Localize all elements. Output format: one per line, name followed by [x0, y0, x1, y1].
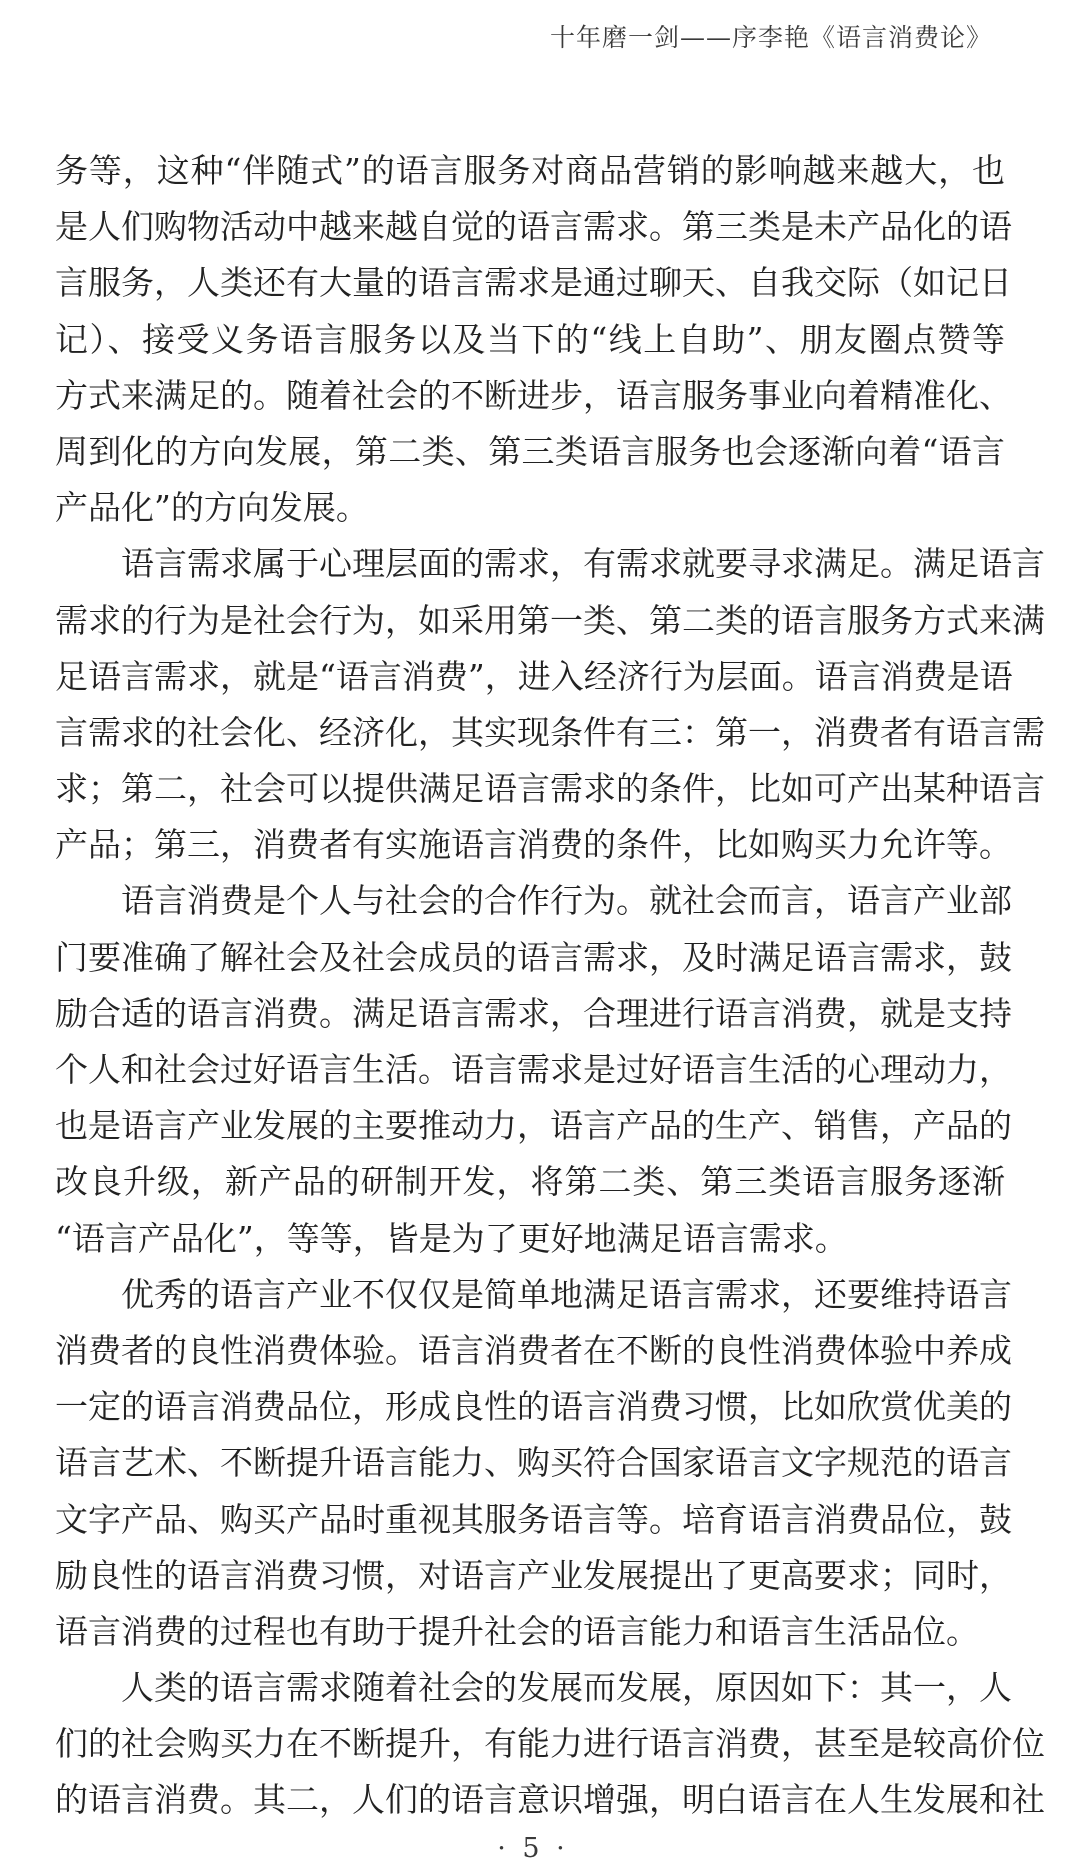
- text-line: 方式来满足的。随着社会的不断进步，语言服务事业向着精准化、: [55, 375, 1012, 415]
- text-line: 务等，这种“伴随式”的语言服务对商品营销的影响越来越大，也: [55, 151, 1005, 190]
- text-line: 的语言消费。其二，人们的语言意识增强，明白语言在人生发展和社: [55, 1780, 1045, 1820]
- text-line: 需求的行为是社会行为，如采用第一类、第二类的语言服务方式来满: [55, 600, 1045, 640]
- text-line: 言服务，人类还有大量的语言需求是通过聊天、自我交际（如记日: [55, 263, 1012, 303]
- paragraph: [55, 143, 1012, 536]
- paragraph: [55, 1660, 1045, 1829]
- text-line: 语言消费是个人与社会的合作行为。就社会而言，语言产业部: [121, 881, 1012, 921]
- text-line: 文字产品、购买产品时重视其服务语言等。培育语言消费品位，鼓: [55, 1499, 1012, 1539]
- paragraph: [55, 873, 1012, 1266]
- text-line: 也是语言产业发展的主要推动力，语言产品的生产、销售，产品的: [55, 1106, 1012, 1146]
- text-line: 产品化”的方向发展。: [55, 488, 369, 528]
- text-line: 消费者的良性消费体验。语言消费者在不断的良性消费体验中养成: [55, 1330, 1012, 1370]
- page-number: · 5 ·: [497, 1833, 569, 1864]
- text-line: 语言需求属于心理层面的需求，有需求就要寻求满足。满足语言: [121, 544, 1045, 584]
- text-line: 们的社会购买力在不断提升，有能力进行语言消费，甚至是较高价位: [55, 1724, 1045, 1764]
- text-line: 励合适的语言消费。满足语言需求，合理进行语言消费，就是支持: [55, 993, 1012, 1033]
- text-line: 一定的语言消费品位，形成良性的语言消费习惯，比如欣赏优美的: [55, 1387, 1012, 1427]
- text-line: 改良升级，新产品的研制开发，将第二类、第三类语言服务逐渐: [55, 1162, 1005, 1202]
- text-line: 是人们购物活动中越来越自觉的语言需求。第三类是未产品化的语: [55, 207, 1012, 247]
- text-line: 优秀的语言产业不仅仅是简单地满足语言需求，还要维持语言: [121, 1274, 1012, 1314]
- text-line: 励良性的语言消费习惯，对语言产业发展提出了更高要求；同时，: [55, 1555, 1012, 1595]
- text-line: 产品；第三，消费者有实施语言消费的条件，比如购买力允许等。: [55, 825, 1012, 865]
- running-header: 十年磨一剑——序李艳《语言消费论》: [549, 23, 992, 52]
- text-line: “语言产品化”，等等，皆是为了更好地满足语言需求。: [55, 1218, 848, 1258]
- paragraph: [55, 536, 1045, 873]
- text-line: 记）、接受义务语言服务以及当下的“线上自助”、朋友圈点赞等: [55, 319, 1005, 359]
- text-line: 人类的语言需求随着社会的发展而发展，原因如下：其一，人: [121, 1668, 1012, 1708]
- text-line: 足语言需求，就是“语言消费”，进入经济行为层面。语言消费是语: [55, 656, 1013, 696]
- text-line: 求；第二，社会可以提供满足语言需求的条件，比如可产出某种语言: [55, 769, 1045, 809]
- text-line: 言需求的社会化、经济化，其实现条件有三：第一，消费者有语言需: [55, 712, 1045, 752]
- paragraph: [55, 1267, 1012, 1660]
- text-line: 语言艺术、不断提升语言能力、购买符合国家语言文字规范的语言: [55, 1443, 1012, 1483]
- text-line: 语言消费的过程也有助于提升社会的语言能力和语言生活品位。: [55, 1611, 979, 1651]
- text-line: 门要准确了解社会及社会成员的语言需求，及时满足语言需求，鼓: [55, 937, 1012, 977]
- text-line: 周到化的方向发展，第二类、第三类语言服务也会逐渐向着“语言: [55, 431, 1005, 471]
- text-line: 个人和社会过好语言生活。语言需求是过好语言生活的心理动力，: [55, 1050, 1012, 1089]
- body-text: [55, 143, 1045, 1829]
